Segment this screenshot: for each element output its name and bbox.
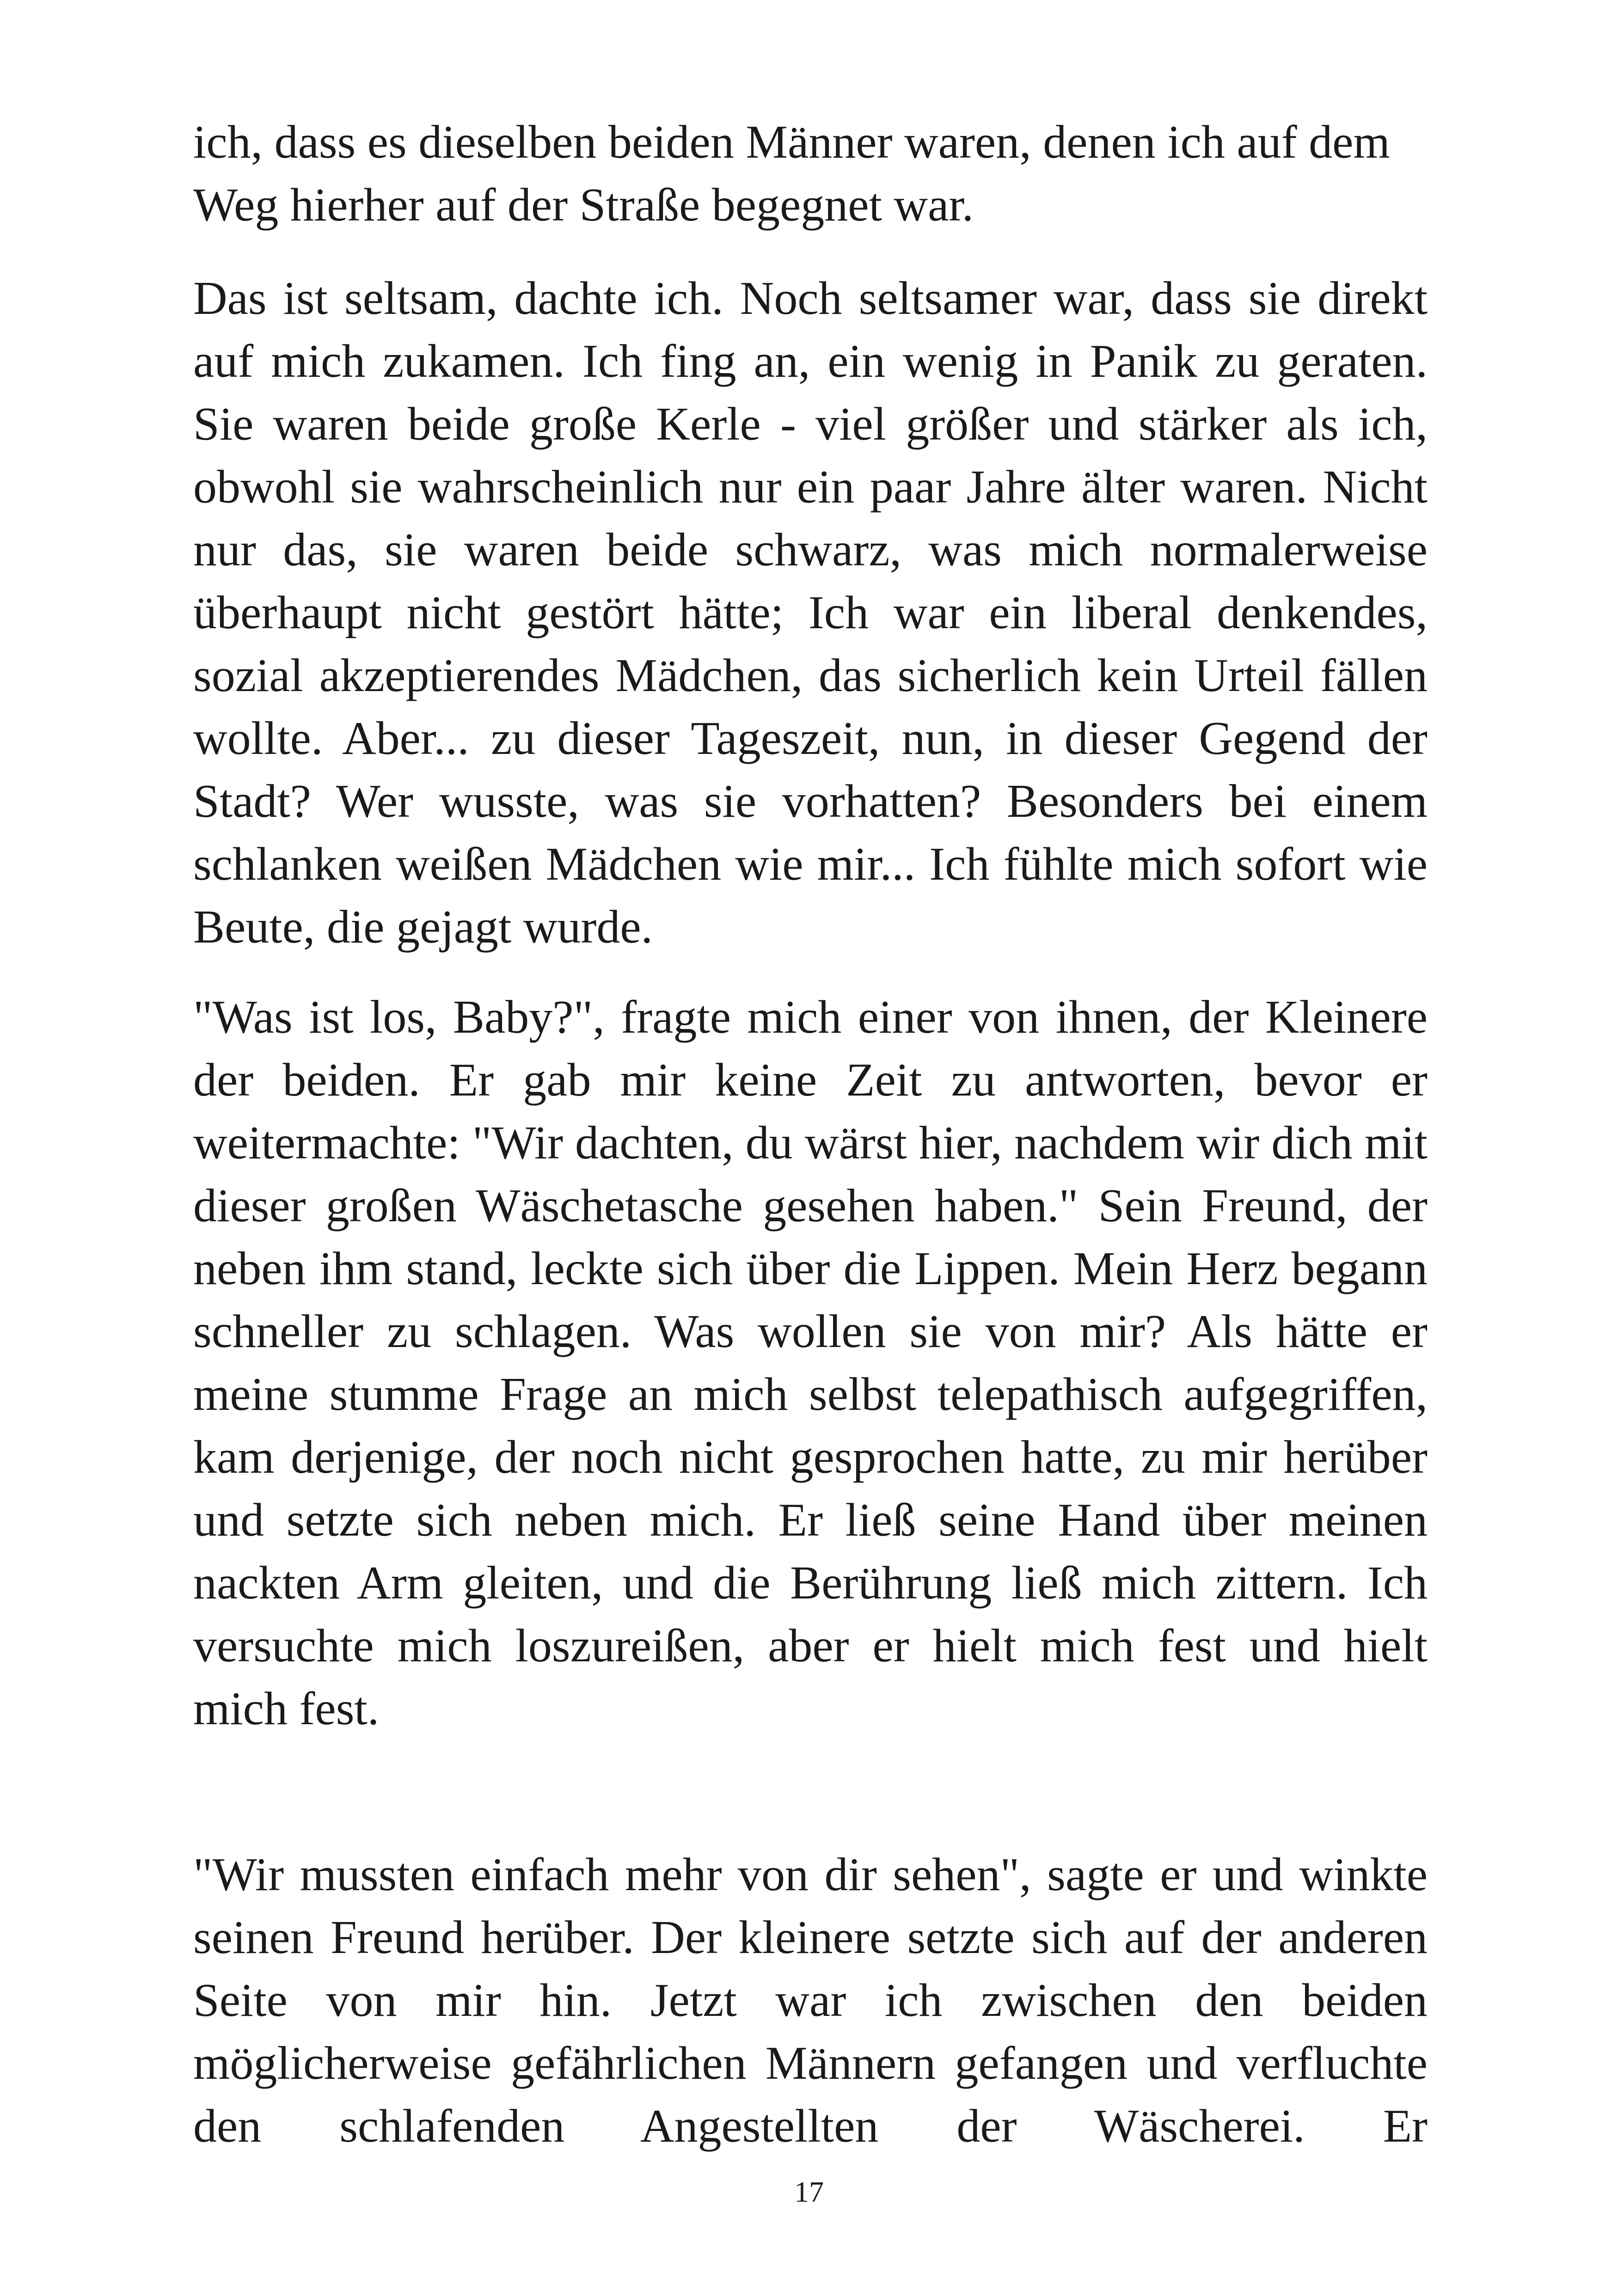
paragraph-2: Das ist seltsam, dachte ich. Noch seltsamer war, dass sie direkt auf mich zukamen. Ich fing an, ein wenig in Panik zu geraten. Sie waren beide große Kerle - viel größer und stärker als ich, obwohl sie wahrscheinlich nur ein paar Jahre älter waren. Nicht nur das, sie waren beide schwarz, was mich normalerweise überhaupt nicht gestört hätte; Ich war ein liberal denkendes, sozial akzeptierendes Mädchen, das sicherlich kein Urteil fällen wollte. Aber... zu dieser Tageszeit, nun, in dieser Gegend der Stadt? Wer wusste, was sie vorhatten? Besonders bei einem schlanken weißen Mädchen wie mir... Ich fühlte mich sofort wie Beute, die gejagt wurde.: [193, 272, 1428, 953]
paragraph-4: "Wir mussten einfach mehr von dir sehen", sagte er und winkte seinen Freund herüber. Der kleinere setzte sich auf der anderen Seite von mir hin. Jetzt war ich zwischen den beiden möglicherweise gefährlichen Männern gefangen und verfluchte den schlafenden Angestellten der Wäscherei. Er: [193, 1849, 1428, 2152]
page-number: 17: [794, 2175, 824, 2208]
paragraph-1: ich, dass es dieselben beiden Männer waren, denen ich auf dem Weg hierher auf der Straße begegnet war.: [193, 116, 1390, 231]
paragraph-3: "Was ist los, Baby?", fragte mich einer von ihnen, der Kleinere der beiden. Er gab mir keine Zeit zu antworten, bevor er weitermachte: "Wir dachten, du wärst hier, nachdem wir dich mit dieser großen Wäschetasche gesehen haben." Sein Freund, der neben ihm stand, leckte sich über die Lippen. Mein Herz begann schneller zu schlagen. Was wollen sie von mir? Als hätte er meine stumme Frage an mich selbst telepathisch aufgegriffen, kam derjenige, der noch nicht gesprochen hatte, zu mir herüber und setzte sich neben mich. Er ließ seine Hand über meinen nackten Arm gleiten, und die Berührung ließ mich zittern. Ich versuchte mich loszureißen, aber er hielt mich fest und hielt mich fest.: [193, 991, 1428, 1735]
